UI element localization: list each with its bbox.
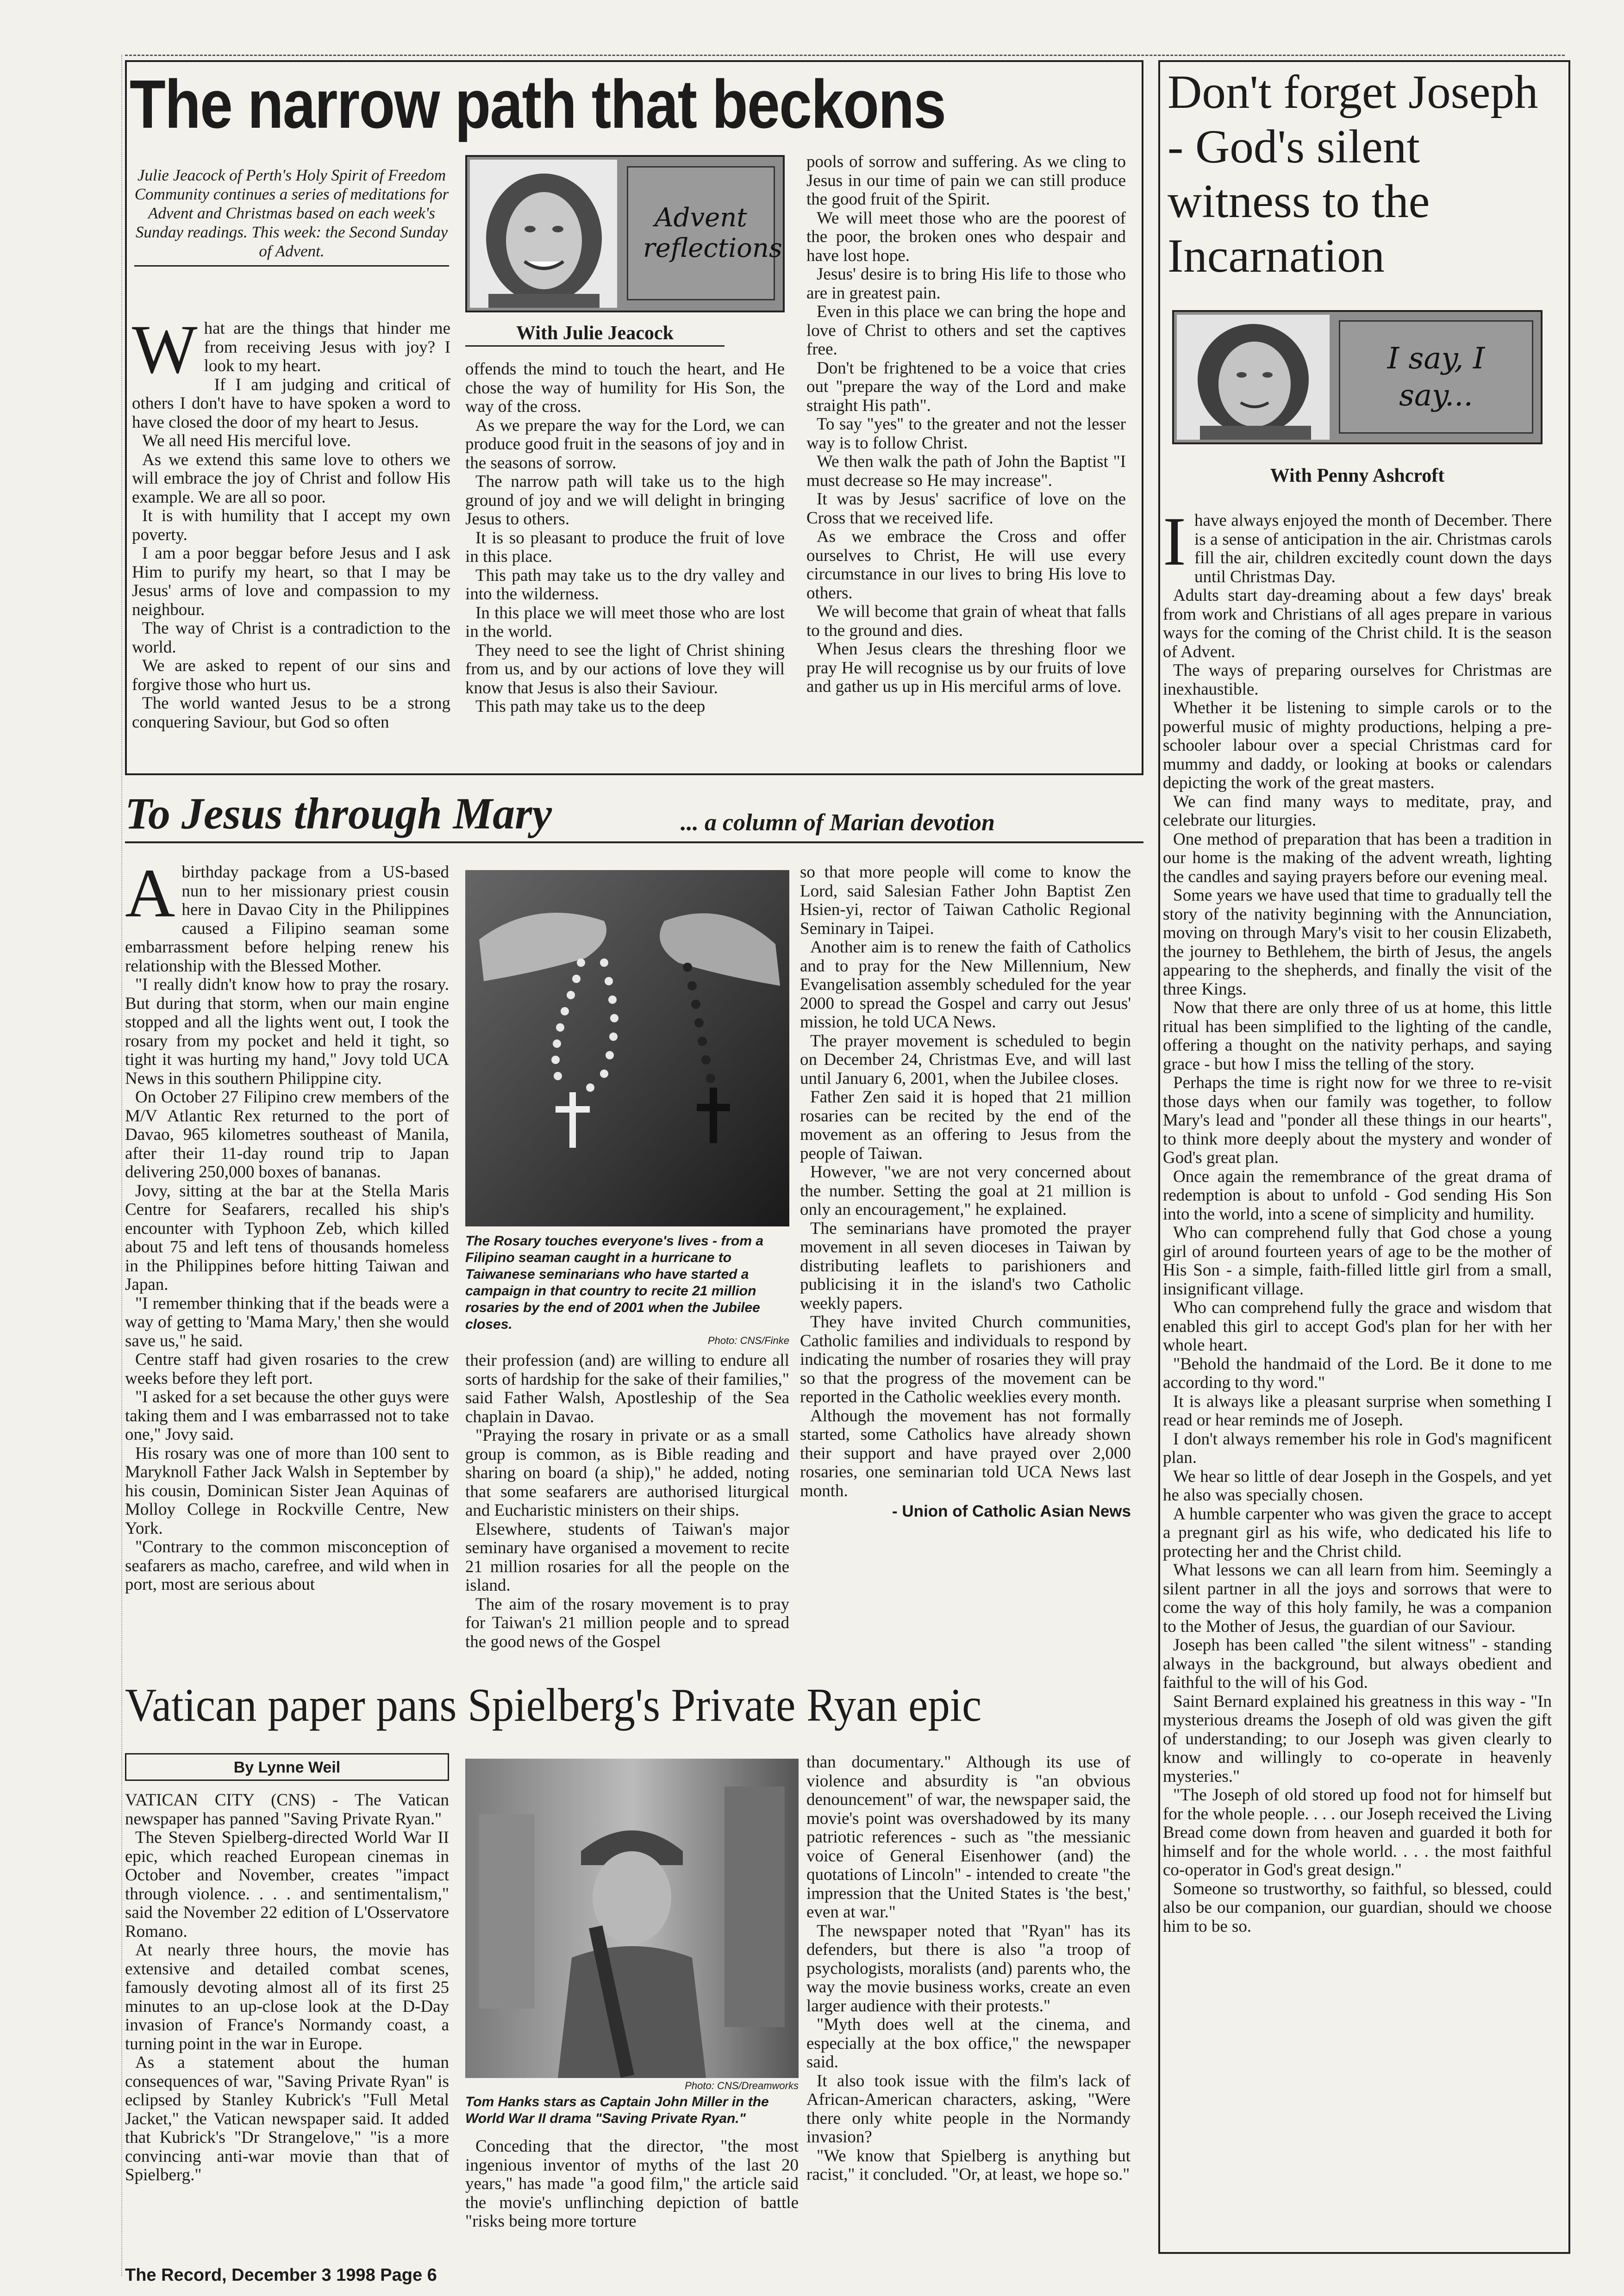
- mary-headline: To Jesus through Mary: [125, 789, 552, 838]
- julie-jeacock-photo: [470, 160, 617, 308]
- paragraph: than documentary." Although its use of violence and absurdity is "an obvious denouncement" of war, the newspaper said, the movie's point was overshadowed by its many patriotic references - such as "the messianic voice of General Eisenhower (and) the quotations of Lincoln" - intended to create "the impression that the United States is 'the best,' even at war.": [806, 1753, 1131, 1922]
- joseph-byline: With Penny Ashcroft: [1270, 465, 1445, 486]
- tom-hanks-photo: [465, 1759, 799, 2078]
- paragraph: Who can comprehend fully that God chose a young girl of around fourteen years of age to be the mother of His Son - a simple, faith-filled little girl from a small, insignificant village.: [1163, 1223, 1552, 1299]
- paragraph: I am a poor beggar before Jesus and I ask Him to purify my heart, so that I may be Jesus' arms of love and compassion to my neighbour.: [132, 544, 450, 619]
- paragraph: Who can comprehend fully the grace and wisdom that enabled this girl to accept God's plan for her with her whole heart.: [1163, 1298, 1552, 1355]
- advent-reflections-logo: [465, 155, 785, 312]
- paragraph: The narrow path will take us to the high ground of joy and we will delight in bringing Jesus to others.: [465, 472, 785, 529]
- paragraph: It was by Jesus' sacrifice of love on the Cross that we received life.: [806, 490, 1126, 528]
- mary-col3: [800, 863, 1131, 1521]
- paragraph: "I remember thinking that if the beads were a way of getting to 'Mama Mary,' then she would save us," he said.: [125, 1294, 449, 1350]
- paragraph: have always enjoyed the month of December. There is a sense of anticipation in the air. Christmas carols fill the air, children excitedly count down the days until Christmas Day.: [1194, 511, 1552, 586]
- ryan-byline: By Lynne Weil: [233, 1759, 341, 1776]
- paragraph: so that more people will come to know the Lord, said Salesian Father John Baptist Zen Hsien-yi, rector of Taiwan Catholic Regional Seminary in Taipei.: [800, 863, 1131, 938]
- ryan-caption: Tom Hanks stars as Captain John Miller in the World War II drama "Saving Private Ryan.": [465, 2094, 769, 2126]
- paragraph: Some years we have used that time to gradually tell the story of the nativity beginning with the Annunciation, moving on through Mary's visit to her cousin Elizabeth, the journey to Bethlehem, the birth of Jesus, the angels appearing to the shepherds, and finally the visit of the three Kings.: [1163, 886, 1552, 999]
- rosary-photo: [465, 870, 789, 1226]
- paragraph: Someone so trustworthy, so faithful, so blessed, could also be our companion, our guardian, should we choose him to be so.: [1163, 1879, 1552, 1936]
- narrow-path-headline: The narrow path that beckons: [130, 66, 946, 143]
- paragraph: Even in this place we can bring the hope and love of Christ to others and set the captives free.: [806, 302, 1126, 359]
- paragraph: We can find many ways to meditate, pray, and celebrate our liturgies.: [1163, 792, 1552, 830]
- paragraph: I don't always remember his role in God's magnificent plan.: [1163, 1429, 1552, 1467]
- dropcap-i: I: [1163, 503, 1186, 580]
- paragraph: They have invited Church communities, Catholic families and individuals to respond by indicating the number of rosaries they will pray so that the progress of the movement can be reported in the Catholic weeklies every month.: [800, 1313, 1131, 1406]
- paragraph: On October 27 Filipino crew members of the M/V Atlantic Rex returned to the port of Davao, 965 kilometres southeast of Manila, after their 11-day round trip to Japan delivering 250,000 boxes of bananas.: [125, 1088, 449, 1182]
- paragraph: One method of preparation that has been a tradition in our home is the making of the advent wreath, lighting the candles and saying prayers before our evening meal.: [1163, 829, 1552, 886]
- narrow-path-intro: Julie Jeacock of Perth's Holy Spirit of Freedom Community continues a series of meditations for Advent and Christmas based on each week's Sunday readings. This week: the Second Sunday of Advent.: [134, 166, 449, 267]
- mary-rule: [125, 841, 1143, 843]
- paragraph: This path may take us to the deep: [475, 697, 706, 716]
- paragraph: If I am judging and critical of others I don't have to have spoken a word to have closed the door of my heart to Jesus.: [132, 375, 450, 432]
- paragraph: We all need His merciful love.: [142, 431, 351, 450]
- paragraph: It is so pleasant to produce the fruit of love in this place.: [465, 528, 785, 566]
- paragraph: The world wanted Jesus to be a strong conquering Saviour, but God so often: [132, 694, 450, 732]
- paragraph: "We know that Spielberg is anything but racist," it concluded. "Or, at least, we hope so.": [806, 2146, 1131, 2184]
- paragraph: A humble carpenter who was given the grace to accept a pregnant girl as his wife, who dedicated his life to protecting her and the Christ child.: [1163, 1504, 1552, 1561]
- paragraph: Once again the remembrance of the great drama of redemption is about to unfold - God sending His Son into the world, into a scene of simplicity and humility.: [1163, 1167, 1552, 1224]
- mary-col2: [465, 1351, 789, 1651]
- paragraph: At nearly three hours, the movie has extensive and detailed combat scenes, famously devoting almost all of its first 25 minutes to an up-close look at the D-Day invasion of France's Normandy coast, a turning point in the war in Europe.: [125, 1941, 449, 2053]
- paragraph: "The Joseph of old stored up food not for himself but for the whole people. . . . our Joseph received the Living Bread come down from heaven and guarded it both for himself and for the whole world. . . . the most faithful co-operator in God's great design.": [1163, 1786, 1552, 1879]
- paragraph: Adults start day-dreaming about a few days' break from work and Christians of all ages prepare in various ways for the coming of the Christ child. It is the season of Advent.: [1163, 586, 1552, 661]
- paragraph: Elsewhere, students of Taiwan's major seminary have organised a movement to recite 21 million rosaries for all the people on the island.: [465, 1519, 789, 1595]
- paragraph: VATICAN CITY (CNS) - The Vatican newspaper has panned "Saving Private Ryan.": [125, 1791, 449, 1829]
- paragraph: Perhaps the time is right now for we three to re-visit those days when our family was together, to follow Mary's lead and "ponder all these things in our hearts", to think more deeply about the mystery and wonder of God's great plan.: [1163, 1073, 1552, 1167]
- advent-reflections-text: Advent reflections: [627, 166, 775, 300]
- paragraph: To say "yes" to the greater and not the lesser way is to follow Christ.: [806, 415, 1126, 453]
- paragraph: their profession (and) are willing to endure all sorts of hardship for the sake of their families," said Father Walsh, Apostleship of the Sea chaplain in Davao.: [465, 1351, 789, 1426]
- paragraph: "Contrary to the common misconception of seafarers as macho, carefree, and wild when in port, most are serious about: [125, 1537, 449, 1594]
- paragraph: The newspaper noted that "Ryan" has its defenders, but there is also "a troop of psychologists, moralists (and) parents who, the way the movie business works, create an even larger audience with their protests.": [806, 1921, 1131, 2016]
- paragraph: "I really didn't know how to pray the rosary. But during that storm, when our main engine stopped and all the lights went out, I took the rosary from my pocket and held it tight, so tight it was hurting my hand," Jovy told UCA News in this southern Philippine city.: [125, 975, 449, 1088]
- paragraph: The seminarians have promoted the prayer movement in all seven dioceses in Taiwan by distributing leaflets to parishioners and publicising it in the island's two Catholic weekly papers.: [800, 1219, 1131, 1313]
- paragraph: Jovy, sitting at the bar at the Stella Maris Centre for Seafarers, recalled his ship's encounter with Typhoon Zeb, which killed about 75 and left tens of thousands homeless in the Philippines before hitting Taiwan and Japan.: [125, 1181, 449, 1294]
- paragraph: The ways of preparing ourselves for Christmas are inexhaustible.: [1163, 661, 1552, 699]
- paragraph: Another aim is to renew the faith of Catholics and to pray for the New Millennium, New Evangelisation assembly scheduled for the year 2000 to spread the Gospel and carry out Jesus' mission, he told UCA News.: [800, 938, 1131, 1032]
- paragraph: Centre staff had given rosaries to the crew weeks before they left port.: [125, 1350, 449, 1388]
- paragraph: Whether it be listening to simple carols or to the powerful music of mighty productions, helping a pre-schooler labour over a special Christmas card for mummy and daddy, or looking at books or calendars depicting the work of the great masters.: [1163, 698, 1552, 792]
- paragraph: As we embrace the Cross and offer ourselves to Christ, He will use every circumstance in our lives to bring His love to others.: [806, 527, 1126, 603]
- paragraph: Joseph has been called "the silent witness" - standing always in the background, but always obedient and faithful to the will of his God.: [1163, 1636, 1552, 1692]
- i-say-text-panel: I say, I say...: [1339, 320, 1533, 434]
- paragraph: Although the movement has not formally started, some Catholics have already shown their support and have prayed over 2,000 rosaries, one seminarian told UCA News last month.: [800, 1406, 1131, 1500]
- mary-kicker: ... a column of Marian devotion: [681, 809, 995, 836]
- paragraph: We will meet those who are the poorest of the poor, the broken ones who despair and have lost hope.: [806, 208, 1126, 265]
- joseph-headline: Don't forget Joseph - God's silent witness to the Incarnation: [1168, 66, 1538, 282]
- paragraph: We hear so little of dear Joseph in the Gospels, and yet he also was specially chosen.: [1163, 1467, 1552, 1505]
- penny-ashcroft-photo: [1177, 315, 1330, 440]
- dropcap-w: W: [132, 311, 198, 388]
- dropcap-a: A: [125, 855, 175, 932]
- narrow-path-col3: [806, 153, 1126, 697]
- rosary-caption: The Rosary touches everyone's lives - from a Filipino seaman caught in a hurricane to Taiwanese seminarians who have started a campaign in that country to recite 21 million rosaries by the end of 2001 when the Jubilee closes.: [465, 1233, 764, 1332]
- mary-headline-row: [125, 789, 1143, 838]
- paragraph: It also took issue with the film's lack of African-American characters, asking, "Were there only white people in the Normandy invasion?: [806, 2071, 1131, 2147]
- joseph-body: [1163, 503, 1552, 1936]
- paragraph: The aim of the rosary movement is to pray for Taiwan's 21 million people and to spread the good news of the Gospel: [465, 1594, 789, 1651]
- ryan-col2: [465, 2137, 799, 2231]
- paragraph: Now that there are only three of us at home, this little ritual has been simplified to the lighting of the candle, offering a thought on the nativity perhaps, and saying grace - but how I miss the telling of the story.: [1163, 998, 1552, 1074]
- ryan-credit: Photo: CNS/Dreamworks: [685, 2080, 799, 2091]
- mary-signoff: - Union of Catholic Asian News: [892, 1502, 1131, 1520]
- paragraph: In this place we will meet those who are lost in the world.: [465, 603, 785, 641]
- paragraph: It is always like a pleasant surprise when something I read or hear reminds me of Joseph.: [1163, 1392, 1552, 1430]
- paragraph: pools of sorrow and suffering. As we cling to Jesus in our time of pain we can still produce the good fruit of the Spirit.: [806, 152, 1126, 209]
- paragraph: hat are the things that hinder me from receiving Jesus with joy? I look to my heart.: [204, 319, 450, 375]
- narrow-path-col2: [465, 360, 785, 716]
- paragraph: His rosary was one of more than 100 sent to Maryknoll Father Jack Walsh in September by his cousin, Dominican Sister Jean Aquinas of Molloy College in Rockville Centre, New York.: [125, 1444, 449, 1538]
- paragraph: As we extend this same love to others we will embrace the joy of Christ and follow His example. We are all so poor.: [132, 450, 450, 507]
- paragraph: As a statement about the human consequences of war, "Saving Private Ryan" is eclipsed by Stanley Kubrick's "Full Metal Jacket," the Vatican newspaper said. It added that Kubrick's "Dr Strangelove," "is a more convincing anti-war movie than that of Spielberg.": [125, 2053, 449, 2184]
- paragraph: Don't be frightened to be a voice that cries out "prepare the way of the Lord and make straight His path".: [806, 358, 1126, 415]
- ryan-byline-box: [125, 1753, 449, 1781]
- paragraph: The way of Christ is a contradiction to the world.: [132, 619, 450, 657]
- paragraph: "Behold the handmaid of the Lord. Be it done to me according to thy word.": [1163, 1354, 1552, 1392]
- left-edge: [121, 55, 122, 2276]
- paragraph: "Praying the rosary in private or as a small group is common, as is Bible reading and sharing on board (a ship)," he added, noting that some seafarers are authorised liturgical and Eucharistic ministers on their ships.: [465, 1426, 789, 1520]
- mary-col1: [125, 855, 449, 1594]
- paragraph: However, "we are not very concerned about the number. Setting the goal at 21 million is only an encouragement," he explained.: [800, 1163, 1131, 1219]
- paragraph: "Myth does well at the cinema, and especially at the box office," the newspaper said.: [806, 2015, 1131, 2072]
- paragraph: offends the mind to touch the heart, and He chose the way of humility for His Son, the way of the cross.: [465, 360, 785, 416]
- paragraph: Father Zen said it is hoped that 21 million rosaries can be recited by the end of the movement as an offering to Jesus from the people of Taiwan.: [800, 1088, 1131, 1163]
- paragraph: We are asked to repent of our sins and forgive those who hurt us.: [132, 656, 450, 694]
- paragraph: It is with humility that I accept my own poverty.: [132, 506, 450, 544]
- paragraph: birthday package from a US-based nun to her missionary priest cousin here in Davao City in the Philippines caused a Filipino seaman some embarrassment before helping renew his relationship with the Blessed Mother.: [125, 863, 449, 976]
- paragraph: The prayer movement is scheduled to begin on December 24, Christmas Eve, and will last until January 6, 2001, when the Jubilee closes.: [800, 1031, 1131, 1088]
- paragraph: Conceding that the director, "the most ingenious inventor of myths of the last 20 years," has made "a good film," the article said the movie's unflinching depiction of battle "risks being more torture: [465, 2137, 799, 2231]
- paragraph: We will become that grain of wheat that falls to the ground and dies.: [806, 602, 1126, 640]
- rosary-credit: Photo: CNS/Finke: [707, 1335, 789, 1346]
- narrow-path-col1: [132, 311, 450, 732]
- paragraph: When Jesus clears the threshing floor we pray He will recognise us by our fruits of love and gather us up in His merciful arms of love.: [806, 640, 1126, 696]
- ryan-headline: Vatican paper pans Spielberg's Private Ryan epic: [125, 1679, 982, 1731]
- paragraph: They need to see the light of Christ shining from us, and by our actions of love they will know that Jesus is also their Saviour.: [465, 641, 785, 697]
- paragraph: We then walk the path of John the Baptist "I must decrease so He may increase".: [806, 452, 1126, 490]
- paragraph: Saint Bernard explained his greatness in this way - "In mysterious dreams the Joseph of old was given the gift of understanding; to our Joseph was given clearly to know and willingly to co-operate in heavenly mysteries.": [1163, 1692, 1552, 1786]
- paragraph: What lessons we can all learn from him. Seemingly a silent partner in all the joys and sorrows that were to come the way of this holy family, he was a companion to the Mother of Jesus, the guardian of our Saviour.: [1163, 1561, 1552, 1636]
- paragraph: Jesus' desire is to bring His life to those who are in greatest pain.: [806, 265, 1126, 303]
- ryan-col3: [806, 1753, 1131, 2184]
- i-say-logo: [1172, 310, 1543, 444]
- ryan-col1: [125, 1791, 449, 2185]
- narrow-path-byline: With Julie Jeacock: [465, 322, 725, 347]
- paragraph: "I asked for a set because the other guys were taking them and I was embarrassed not to take one," Jovy said.: [125, 1388, 449, 1444]
- top-rule: [125, 55, 1565, 56]
- paragraph: This path may take us to the dry valley and into the wilderness.: [465, 566, 785, 604]
- page-footer: The Record, December 3 1998 Page 6: [125, 2265, 437, 2285]
- paragraph: The Steven Spielberg-directed World War II epic, which reached European cinemas in October and November, creates "impact through violence. . . . and sentimentalism," said the November 22 edition of L'Osservatore Romano.: [125, 1828, 449, 1941]
- paragraph: As we prepare the way for the Lord, we can produce good fruit in the seasons of joy and in the seasons of sorrow.: [465, 416, 785, 473]
